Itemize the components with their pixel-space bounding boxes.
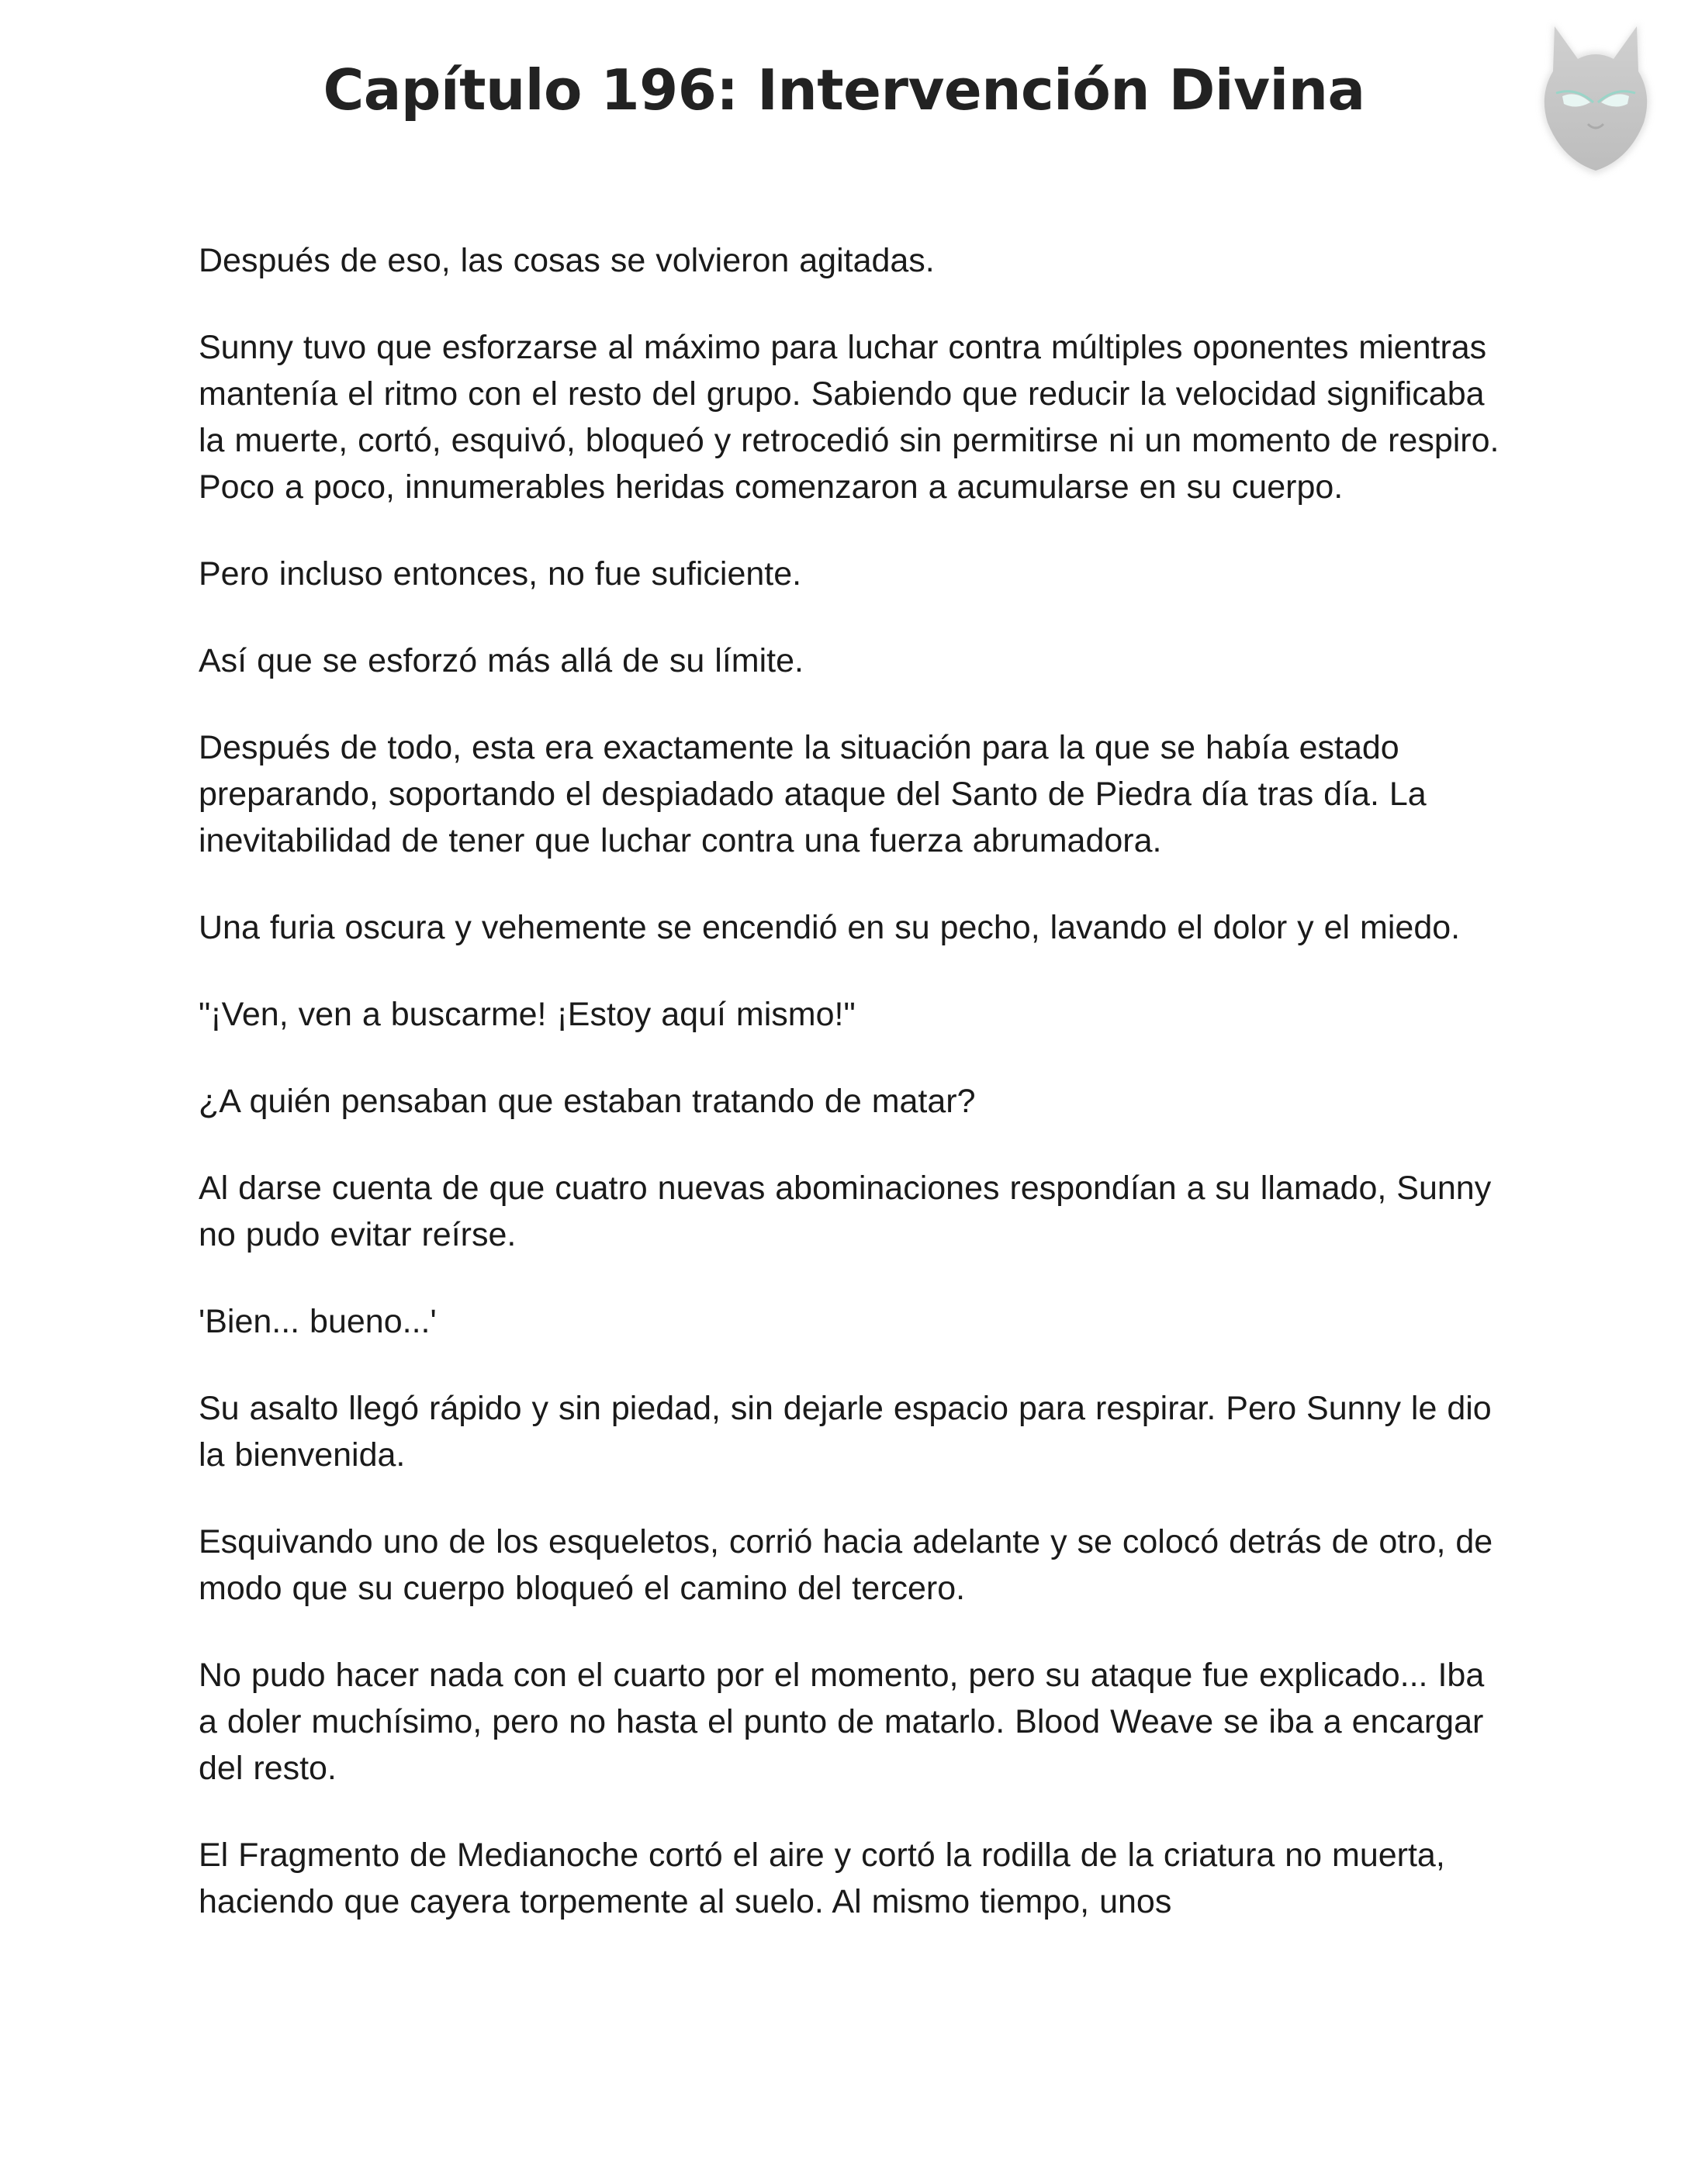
paragraph: Pero incluso entonces, no fue suficiente.: [199, 555, 802, 593]
paragraph: "¡Ven, ven a buscarme! ¡Estoy aquí mismo!": [199, 996, 856, 1033]
paragraph: Su asalto llegó rápido y sin piedad, sin dejarle espacio para respirar. Pero Sunny le dio la bienvenida.: [199, 1390, 1492, 1474]
paragraph: Después de todo, esta era exactamente la situación para la que se había estado preparando, soportando el despiadado ataque del Santo de Piedra día tras día. La inevitabilidad de tener que luchar contra una fuerza abrumadora.: [199, 729, 1427, 859]
chapter-title: Capítulo 196: Intervención Divina: [323, 57, 1365, 123]
paragraph: El Fragmento de Medianoche cortó el aire y cortó la rodilla de la criatura no muerta, haciendo que cayera torpemente al suelo. Al mismo tiempo, unos: [199, 1837, 1445, 1920]
paragraph: ¿A quién pensaban que estaban tratando de matar?: [199, 1083, 976, 1120]
chapter-body: [199, 237, 1502, 1965]
paragraph: Al darse cuenta de que cuatro nuevas abominaciones respondían a su llamado, Sunny no pudo evitar reírse.: [199, 1170, 1492, 1253]
paragraph: Sunny tuvo que esforzarse al máximo para luchar contra múltiples oponentes mientras mantenía el ritmo con el resto del grupo. Sabiendo que reducir la velocidad significaba la muerte, cortó, esquivó, bloqueó y retrocedió sin permitirse ni un momento de respiro. Poco a poco, innumerables heridas comenzaron a acumularse en su cuerpo.: [199, 329, 1499, 506]
paragraph: Después de eso, las cosas se volvieron agitadas.: [199, 242, 935, 279]
demon-head-logo-icon: [1522, 16, 1669, 186]
paragraph: Así que se esforzó más allá de su límite.: [199, 642, 804, 679]
paragraph: Esquivando uno de los esqueletos, corrió hacia adelante y se colocó detrás de otro, de modo que su cuerpo bloqueó el camino del tercero.: [199, 1523, 1493, 1607]
paragraph: 'Bien... bueno...': [199, 1303, 437, 1340]
paragraph: No pudo hacer nada con el cuarto por el momento, pero su ataque fue explicado... Iba a doler muchísimo, pero no hasta el punto de matarlo. Blood Weave se iba a encargar del resto.: [199, 1657, 1485, 1787]
paragraph: Una furia oscura y vehemente se encendió en su pecho, lavando el dolor y el miedo.: [199, 909, 1461, 946]
